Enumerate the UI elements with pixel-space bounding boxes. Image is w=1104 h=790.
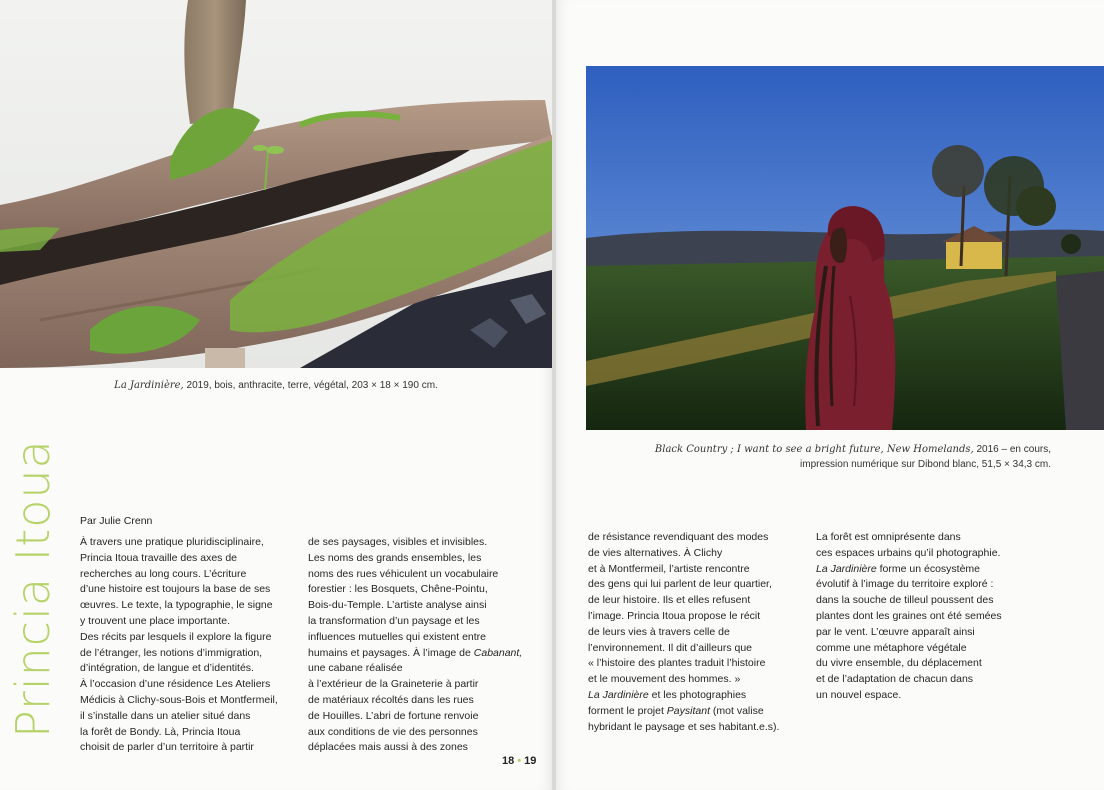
caption-details: 2019, bois, anthracite, terre, végétal, 203 × 18 × 190 cm. [183,380,438,391]
caption-details-2: impression numérique sur Dibond blanc, 51,5 × 34,3 cm. [800,459,1051,470]
text-run: La forêt est omniprésente dans ces espaces urbains qu’il photographie. [816,531,1001,559]
text-column-1 [80,535,302,756]
photo-caption [596,442,1051,472]
caption-title: Black Country ; I want to see a bright future, New Homelands, [654,444,974,455]
artwork-title-italic: La Jardinière [588,688,649,701]
paragraph [308,535,530,756]
paragraph: À travers une pratique pluridisciplinaire, Princia Itoua travaille des axes de recherches au long cours. L’écriture d’une histoire est toujours la base de ses œuvres. Le texte, la typographie, le signe y trouvent une place importante. [80,536,273,627]
text-run: de résistance revendiquant des modes de vies alternatives. À Clichy et à Montfermeil, l’artiste rencontre des gens qui lui parlent de leur quartier, de leur histoire. Ils et elles refusent l’image. Princia Itoua propose le récit de leurs vies à travers celle de l’environnement. Il dit d’ailleurs que « l’histoire des plantes traduit l’histoire et le mouvement des hommes. » [588,531,772,686]
caption-details-1: 2016 – en cours, [973,444,1051,455]
page-number-left: 18 [502,755,515,767]
paragraph [588,530,803,735]
artwork-caption [0,380,552,391]
landscape-portrait-photo [586,66,1104,430]
text-run: (mot valise hybridant le paysage et ses habitant.e.s). [588,704,780,733]
text-column-2 [308,535,530,756]
project-title-italic: Paysitant [666,704,710,717]
artist-name-vertical: Princia Itoua [6,439,60,738]
paragraph [816,530,1036,704]
caption-title: La Jardinière, [114,380,184,391]
paragraph: Des récits par lesquels il explore la figure de l’étranger, les notions d’immigration, d’intégration, de langue et d’identités. [80,630,272,675]
page-numbers [502,755,536,767]
artwork-title-italic: Cabanant, [473,646,523,659]
text-column-4 [816,530,1036,704]
text-run: et les photographies forment le projet [588,688,747,717]
byline: Par Julie Crenn [80,515,153,527]
right-page [556,0,1104,790]
page-number-right: 19 [524,755,537,767]
artwork-title-italic: La Jardinière [816,562,877,575]
text-column-3 [588,530,803,735]
page-number-separator: • [517,755,522,767]
text-run: une cabane réalisée à l’extérieur de la Graineterie à partir de matériaux récoltés dans les rues de Houilles. L’abri de fortune renvoie aux conditions de vie des personnes déplacées mais aussi à des zones [308,662,479,754]
jardiniere-photo [0,0,552,368]
paragraph: À l’occasion d’une résidence Les Ateliers Médicis à Clichy-sous-Bois et Montfermeil, il s’installe dans un atelier situé dans la forêt de Bondy. Là, Princia Itoua choisit de parler d’un territoire à partir [80,678,278,754]
text-run: forme un écosystème évolutif à l’image du territoire exploré : dans la souche de tilleul poussent des plantes dont les graines ont été semées par le vent. L’œuvre apparaît ainsi comme une métaphore végétale du vivre ensemble, du déplacement et de l’adaptation de chacun dans un nouvel espace. [816,562,1002,701]
text-run: de ses paysages, visibles et invisibles. Les noms des grands ensembles, les noms des rues véhiculent un vocabulaire forestier : les Bosquets, Chêne-Pointu, Bois-du-Temple. L’artiste analyse ainsi la transformation d’un paysage et les influences mutuelles qui existent entre humains et paysages. À l’image de [308,536,499,659]
